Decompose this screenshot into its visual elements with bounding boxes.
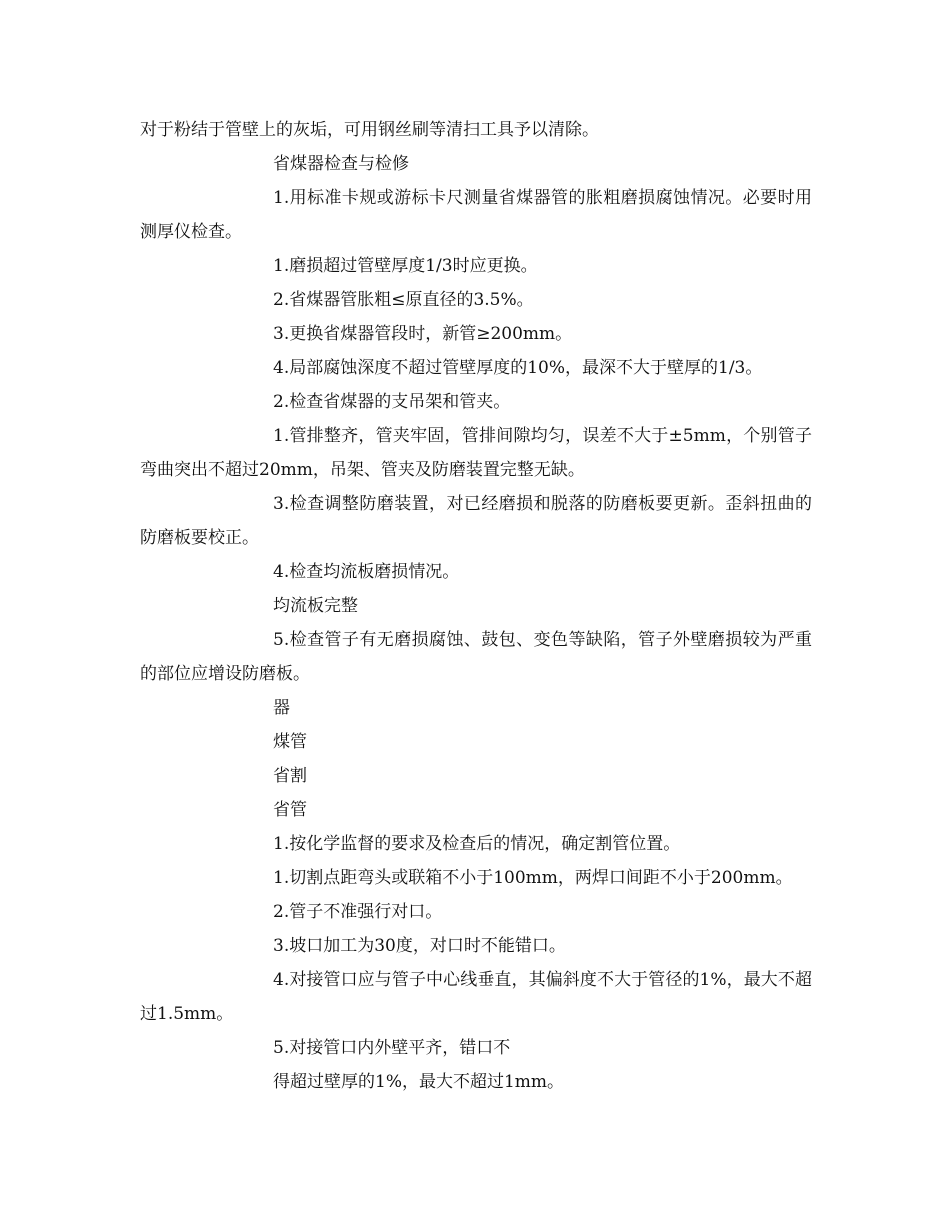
paragraph-11: 均流板完整 bbox=[273, 596, 358, 616]
paragraph-20: 3.坡口加工为30度，对口时不能错口。 bbox=[273, 936, 566, 956]
paragraph-12: 5.检查管子有无磨损腐蚀、鼓包、变色等缺陷，管子外壁磨损较为严重的部位应增设防磨板。 bbox=[140, 630, 812, 684]
paragraph-21: 4.对接管口应与管子中心线垂直，其偏斜度不大于管径的1%，最大不超过1.5mm。 bbox=[140, 970, 812, 1024]
paragraph-3: 1.磨损超过管壁厚度1/3时应更换。 bbox=[273, 256, 538, 276]
paragraph-6: 4.局部腐蚀深度不超过管壁厚度的10%，最深不大于壁厚的1/3。 bbox=[273, 358, 763, 378]
paragraph-18: 1.切割点距弯头或联箱不小于100mm，两焊口间距不小于200mm。 bbox=[273, 868, 793, 888]
paragraph-0: 对于粉结于管壁上的灰垢，可用钢丝刷等清扫工具予以清除。 bbox=[140, 120, 599, 140]
paragraph-5: 3.更换省煤器管段时，新管≥200mm。 bbox=[273, 324, 573, 344]
paragraph-4: 2.省煤器管胀粗≤原直径的3.5%。 bbox=[273, 290, 534, 310]
paragraph-13: 器 bbox=[273, 698, 290, 718]
paragraph-7: 2.检查省煤器的支吊架和管夹。 bbox=[273, 392, 511, 412]
paragraph-8: 1.管排整齐，管夹牢固，管排间隙均匀，误差不大于±5mm，个别管子弯曲突出不超过20mm，吊架、管夹及防磨装置完整无缺。 bbox=[140, 426, 812, 480]
paragraph-22: 5.对接管口内外壁平齐，错口不 bbox=[273, 1038, 511, 1058]
paragraph-1: 省煤器检查与检修 bbox=[273, 154, 409, 174]
paragraph-23: 得超过壁厚的1%，最大不超过1mm。 bbox=[273, 1072, 565, 1092]
paragraph-10: 4.检查均流板磨损情况。 bbox=[273, 562, 460, 582]
paragraph-2: 1.用标准卡规或游标卡尺测量省煤器管的胀粗磨损腐蚀情况。必要时用测厚仪检查。 bbox=[140, 188, 812, 242]
document-body bbox=[140, 113, 812, 1099]
paragraph-14: 煤管 bbox=[273, 732, 307, 752]
paragraph-15: 省割 bbox=[273, 766, 307, 786]
paragraph-9: 3.检查调整防磨装置，对已经磨损和脱落的防磨板要更新。歪斜扭曲的防磨板要校正。 bbox=[140, 494, 812, 548]
paragraph-16: 省管 bbox=[273, 800, 307, 820]
paragraph-17: 1.按化学监督的要求及检查后的情况，确定割管位置。 bbox=[273, 834, 681, 854]
paragraph-19: 2.管子不准强行对口。 bbox=[273, 902, 443, 922]
